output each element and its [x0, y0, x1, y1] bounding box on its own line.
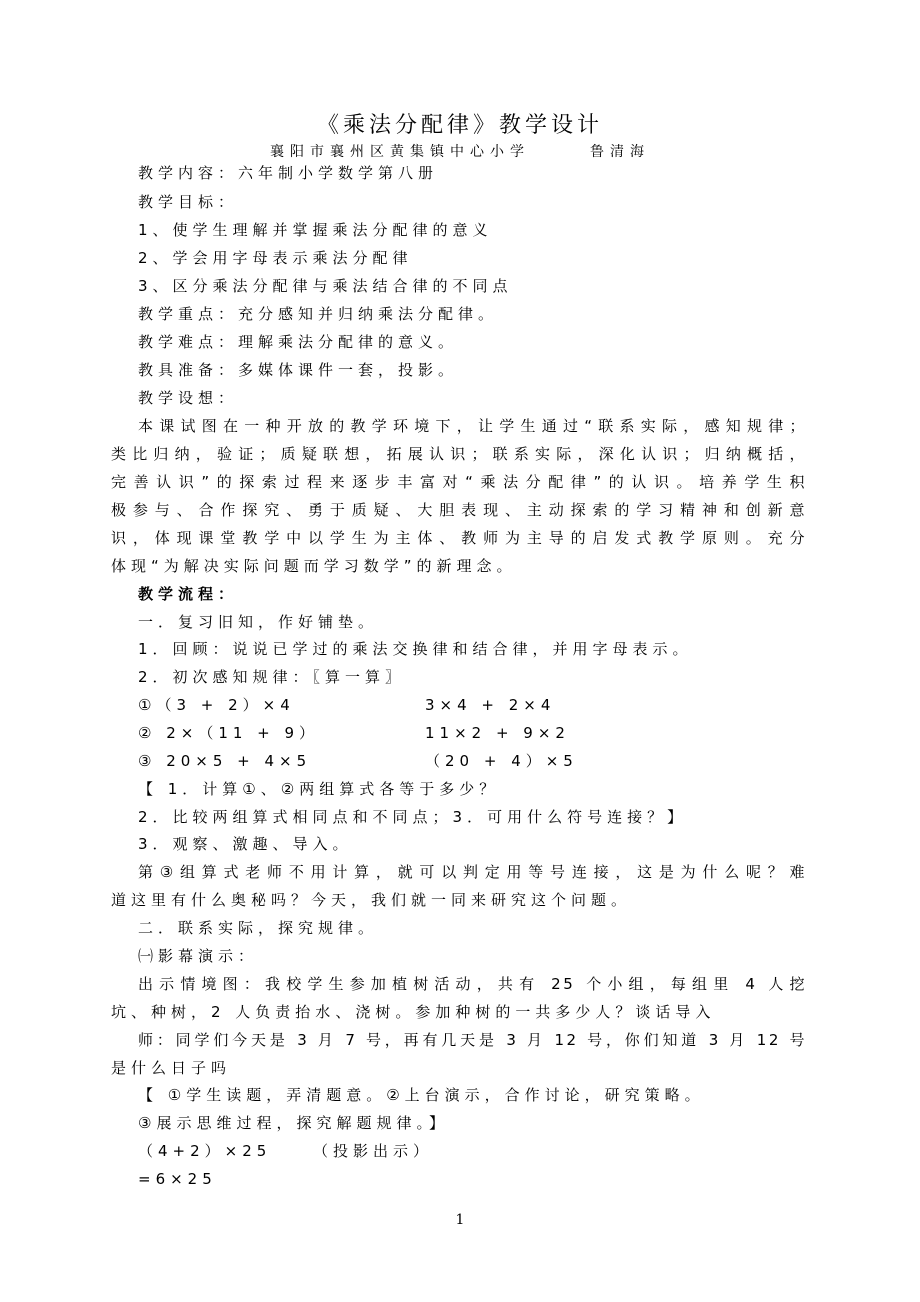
- calc-1-right: 3×4 + 2×4: [425, 696, 556, 714]
- situation-line-1: 出示情境图：我校学生参加植树活动，共有 25 个小组，每组里 4 人挖: [138, 975, 807, 993]
- first-perception: 2．初次感知规律：〖算一算〗: [138, 668, 406, 686]
- idea-line-3: 完善认识”的探索过程来逐步丰富对“乘法分配律”的认识。培养学生积: [111, 473, 807, 491]
- idea-line-4: 极参与、合作探究、勇于质疑、大胆表现、主动探索的学习精神和创新意: [111, 501, 807, 519]
- key-point: 教学重点：充分感知并归纳乘法分配律。: [138, 305, 499, 323]
- flow-heading: 教学流程：: [138, 585, 239, 603]
- bracket-task-3: 【 ①学生读题，弄清题意。②上台演示，合作讨论，研究策略。: [138, 1086, 705, 1104]
- observe: 3．观察、激趣、导入。: [138, 835, 353, 853]
- bracket-task-1: 【 1．计算①、②两组算式各等于多少？: [138, 780, 500, 798]
- idea-line-1: 本课试图在一种开放的教学环境下，让学生通过“联系实际，感知规律；: [138, 417, 807, 435]
- teaching-tools: 教具准备：多媒体课件一套，投影。: [138, 361, 459, 379]
- equation-1: [138, 1140, 538, 1162]
- screen-demo: ㈠影幕演示：: [138, 947, 259, 965]
- difficulty: 教学难点：理解乘法分配律的意义。: [138, 333, 459, 351]
- teaching-content: 教学内容：六年制小学数学第八册: [138, 164, 439, 182]
- teacher-line-1: 师：同学们今天是 3 月 7 号，再有几天是 3 月 12 号，你们知道 3 月 12 号: [138, 1031, 807, 1049]
- idea-heading: 教学设想：: [138, 389, 239, 407]
- goal-1: 1、使学生理解并掌握乘法分配律的意义: [138, 221, 493, 239]
- review: 1．回顾：说说已学过的乘法交换律和结合律，并用字母表示。: [138, 640, 693, 658]
- idea-line-6: 体现“为解决实际问题而学习数学”的新理念。: [111, 557, 517, 575]
- calc-1-left: ①（3 + 2）×4: [138, 696, 295, 714]
- question-line-1: 第③组算式老师不用计算，就可以判定用等号连接，这是为什么呢？难: [138, 863, 807, 881]
- equation-1-note: （投影出示）: [313, 1142, 434, 1160]
- calc-2-left: ② 2×（11 + 9）: [138, 724, 320, 742]
- calc-row-3: [138, 750, 738, 772]
- teacher-line-2: 是什么日子吗: [111, 1059, 232, 1077]
- calc-row-2: [138, 722, 738, 744]
- calc-2-right: 11×2 + 9×2: [425, 724, 570, 742]
- author-school: 襄阳市襄州区黄集镇中心小学: [270, 144, 530, 160]
- idea-line-5: 识，体现课堂教学中以学生为主体、教师为主导的启发式教学原则。充分: [111, 529, 807, 547]
- idea-line-2: 类比归纳，验证；质疑联想，拓展认识；联系实际，深化认识；归纳概括，: [111, 445, 807, 463]
- calc-row-1: [138, 694, 738, 716]
- author-line: [0, 141, 920, 161]
- step-1: 一．复习旧知，作好铺垫。: [138, 613, 379, 631]
- calc-3-left: ③ 20×5 + 4×5: [138, 752, 312, 770]
- question-line-2: 道这里有什么奥秘吗？今天，我们就一同来研究这个问题。: [111, 891, 632, 909]
- situation-line-2: 坑、种树，2 人负责抬水、浇树。参加种树的一共多少人？谈话导入: [111, 1003, 716, 1021]
- step-2: 二．联系实际，探究规律。: [138, 919, 379, 937]
- bracket-task-2: 2．比较两组算式相同点和不同点；3．可用什么符号连接？】: [138, 808, 688, 826]
- goals-heading: 教学目标：: [138, 193, 239, 211]
- equation-1-expr: （4+2）×25: [138, 1142, 272, 1160]
- bracket-task-4: ③展示思维过程，探究解题规律。】: [138, 1114, 449, 1132]
- document-title: 《乘法分配律》教学设计: [316, 113, 603, 138]
- goal-3: 3、区分乘法分配律与乘法结合律的不同点: [138, 277, 513, 295]
- goal-2: 2、学会用字母表示乘法分配律: [138, 249, 413, 267]
- page-number: 1: [455, 1212, 465, 1228]
- calc-3-right: （20 + 4）×5: [425, 752, 578, 770]
- author-name: 鲁清海: [590, 144, 650, 160]
- equation-2: =6×25: [138, 1170, 217, 1188]
